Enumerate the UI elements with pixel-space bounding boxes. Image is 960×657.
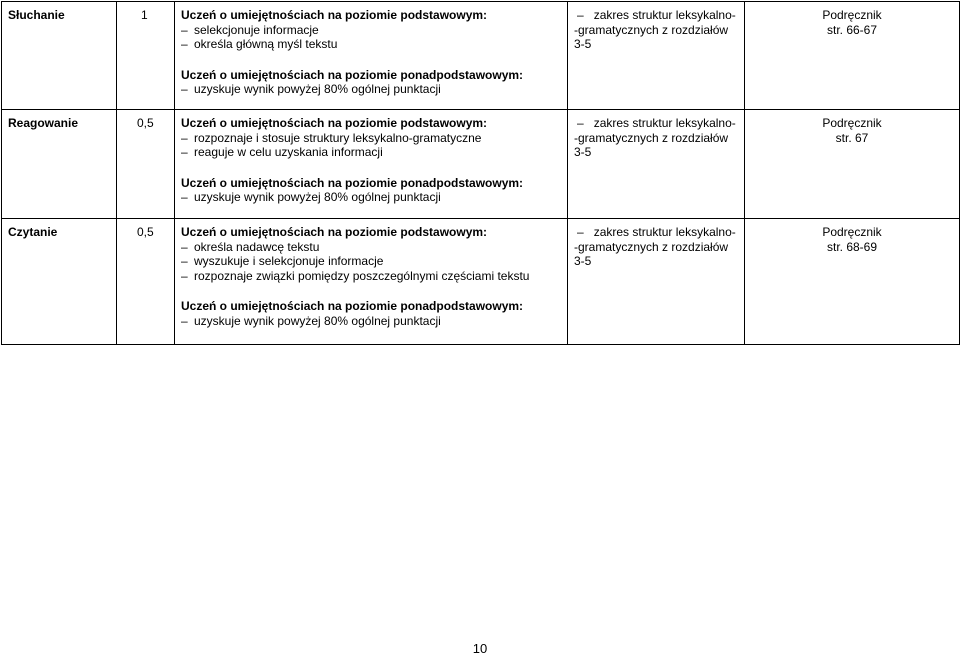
requirements-text: zakres struktur leksykalno-	[593, 225, 736, 239]
outcomes-cell	[175, 219, 568, 345]
weight-value: 1	[141, 8, 148, 22]
outcome-text: reaguje w celu uzyskania informacji	[194, 145, 383, 159]
basic-level-heading: Uczeń o umiejętnościach na poziomie podstawowym:	[181, 225, 488, 239]
dash-bullet: –	[181, 37, 188, 51]
dash-bullet: –	[181, 313, 188, 328]
advanced-outcomes-list	[181, 314, 561, 329]
skill-name: Słuchanie	[8, 8, 65, 22]
page-number: 10	[472, 641, 488, 656]
list-item	[181, 23, 561, 38]
outcome-text: uzyskuje wynik powyżej 80% ogólnej punktacji	[194, 190, 441, 204]
basic-level-heading: Uczeń o umiejętnościach na poziomie podstawowym:	[181, 116, 488, 130]
dash-bullet: –	[181, 22, 188, 37]
textbook-cell	[745, 2, 960, 110]
skill-cell	[2, 110, 117, 219]
requirements-text: -gramatycznych z rozdziałów 3-5	[574, 22, 729, 51]
textbook-cell	[745, 219, 960, 345]
table-row	[2, 2, 960, 110]
table-row	[2, 110, 960, 219]
requirements-cell	[568, 110, 745, 219]
requirements-text: -gramatycznych z rozdziałów 3-5	[574, 130, 729, 159]
skill-name: Czytanie	[8, 225, 58, 239]
basic-level-heading: Uczeń o umiejętnościach na poziomie podstawowym:	[181, 8, 488, 22]
requirements-text: zakres struktur leksykalno-	[593, 116, 736, 130]
outcome-text: wyszukuje i selekcjonuje informacje	[194, 254, 384, 268]
textbook-pages: str. 66-67	[826, 22, 878, 37]
outcome-text: uzyskuje wynik powyżej 80% ogólnej punktacji	[194, 313, 441, 328]
basic-outcomes-list	[181, 23, 561, 52]
weight-cell	[117, 110, 175, 219]
requirements-text: -gramatycznych z rozdziałów 3-5	[574, 239, 729, 268]
outcome-text: selekcjonuje informacje	[194, 22, 319, 37]
textbook-pages: str. 67	[835, 130, 869, 145]
dash-bullet: –	[181, 145, 188, 159]
outcome-text: rozpoznaje związki pomiędzy poszczególnymi częściami tekstu	[194, 268, 530, 283]
list-item	[181, 254, 561, 269]
dash-bullet: –	[181, 239, 188, 254]
textbook-label: Podręcznik	[822, 225, 882, 239]
outcome-text: określa nadawcę tekstu	[194, 239, 320, 254]
weight-value: 0,5	[137, 116, 154, 130]
textbook-label: Podręcznik	[822, 116, 882, 130]
list-item	[181, 145, 561, 160]
outcome-text: rozpoznaje i stosuje struktury leksykalno-gramatyczne	[194, 130, 482, 145]
dash-bullet: –	[181, 268, 188, 283]
weight-cell	[117, 219, 175, 345]
dash-bullet: –	[577, 225, 584, 239]
textbook-label: Podręcznik	[822, 8, 882, 22]
table-row	[2, 219, 960, 345]
advanced-outcomes-list	[181, 82, 561, 97]
list-item	[181, 131, 561, 146]
list-item	[181, 190, 561, 205]
list-item	[181, 314, 561, 329]
dash-bullet: –	[577, 8, 584, 22]
weight-value: 0,5	[137, 225, 154, 239]
skills-table	[1, 1, 960, 345]
outcome-text: uzyskuje wynik powyżej 80% ogólnej punktacji	[194, 82, 441, 96]
outcomes-cell	[175, 110, 568, 219]
advanced-outcomes-list	[181, 190, 561, 205]
textbook-cell	[745, 110, 960, 219]
requirements-text: zakres struktur leksykalno-	[593, 8, 736, 22]
textbook-pages: str. 68-69	[826, 239, 878, 254]
dash-bullet: –	[181, 130, 188, 145]
dash-bullet: –	[181, 82, 188, 96]
outcomes-cell	[175, 2, 568, 110]
advanced-level-heading: Uczeń o umiejętnościach na poziomie ponadpodstawowym:	[181, 175, 524, 190]
list-item	[181, 37, 561, 52]
advanced-level-heading: Uczeń o umiejętnościach na poziomie ponadpodstawowym:	[181, 299, 524, 313]
dash-bullet: –	[181, 254, 188, 268]
basic-outcomes-list	[181, 131, 561, 160]
skill-cell	[2, 219, 117, 345]
list-item	[181, 269, 561, 284]
list-item	[181, 240, 561, 255]
basic-outcomes-list	[181, 240, 561, 284]
skill-name: Reagowanie	[8, 116, 79, 130]
list-item	[181, 82, 561, 97]
dash-bullet: –	[181, 190, 188, 204]
requirements-cell	[568, 2, 745, 110]
requirements-cell	[568, 219, 745, 345]
dash-bullet: –	[577, 116, 584, 130]
skill-cell	[2, 2, 117, 110]
weight-cell	[117, 2, 175, 110]
outcome-text: określa główną myśl tekstu	[194, 37, 338, 51]
advanced-level-heading: Uczeń o umiejętnościach na poziomie ponadpodstawowym:	[181, 67, 524, 82]
